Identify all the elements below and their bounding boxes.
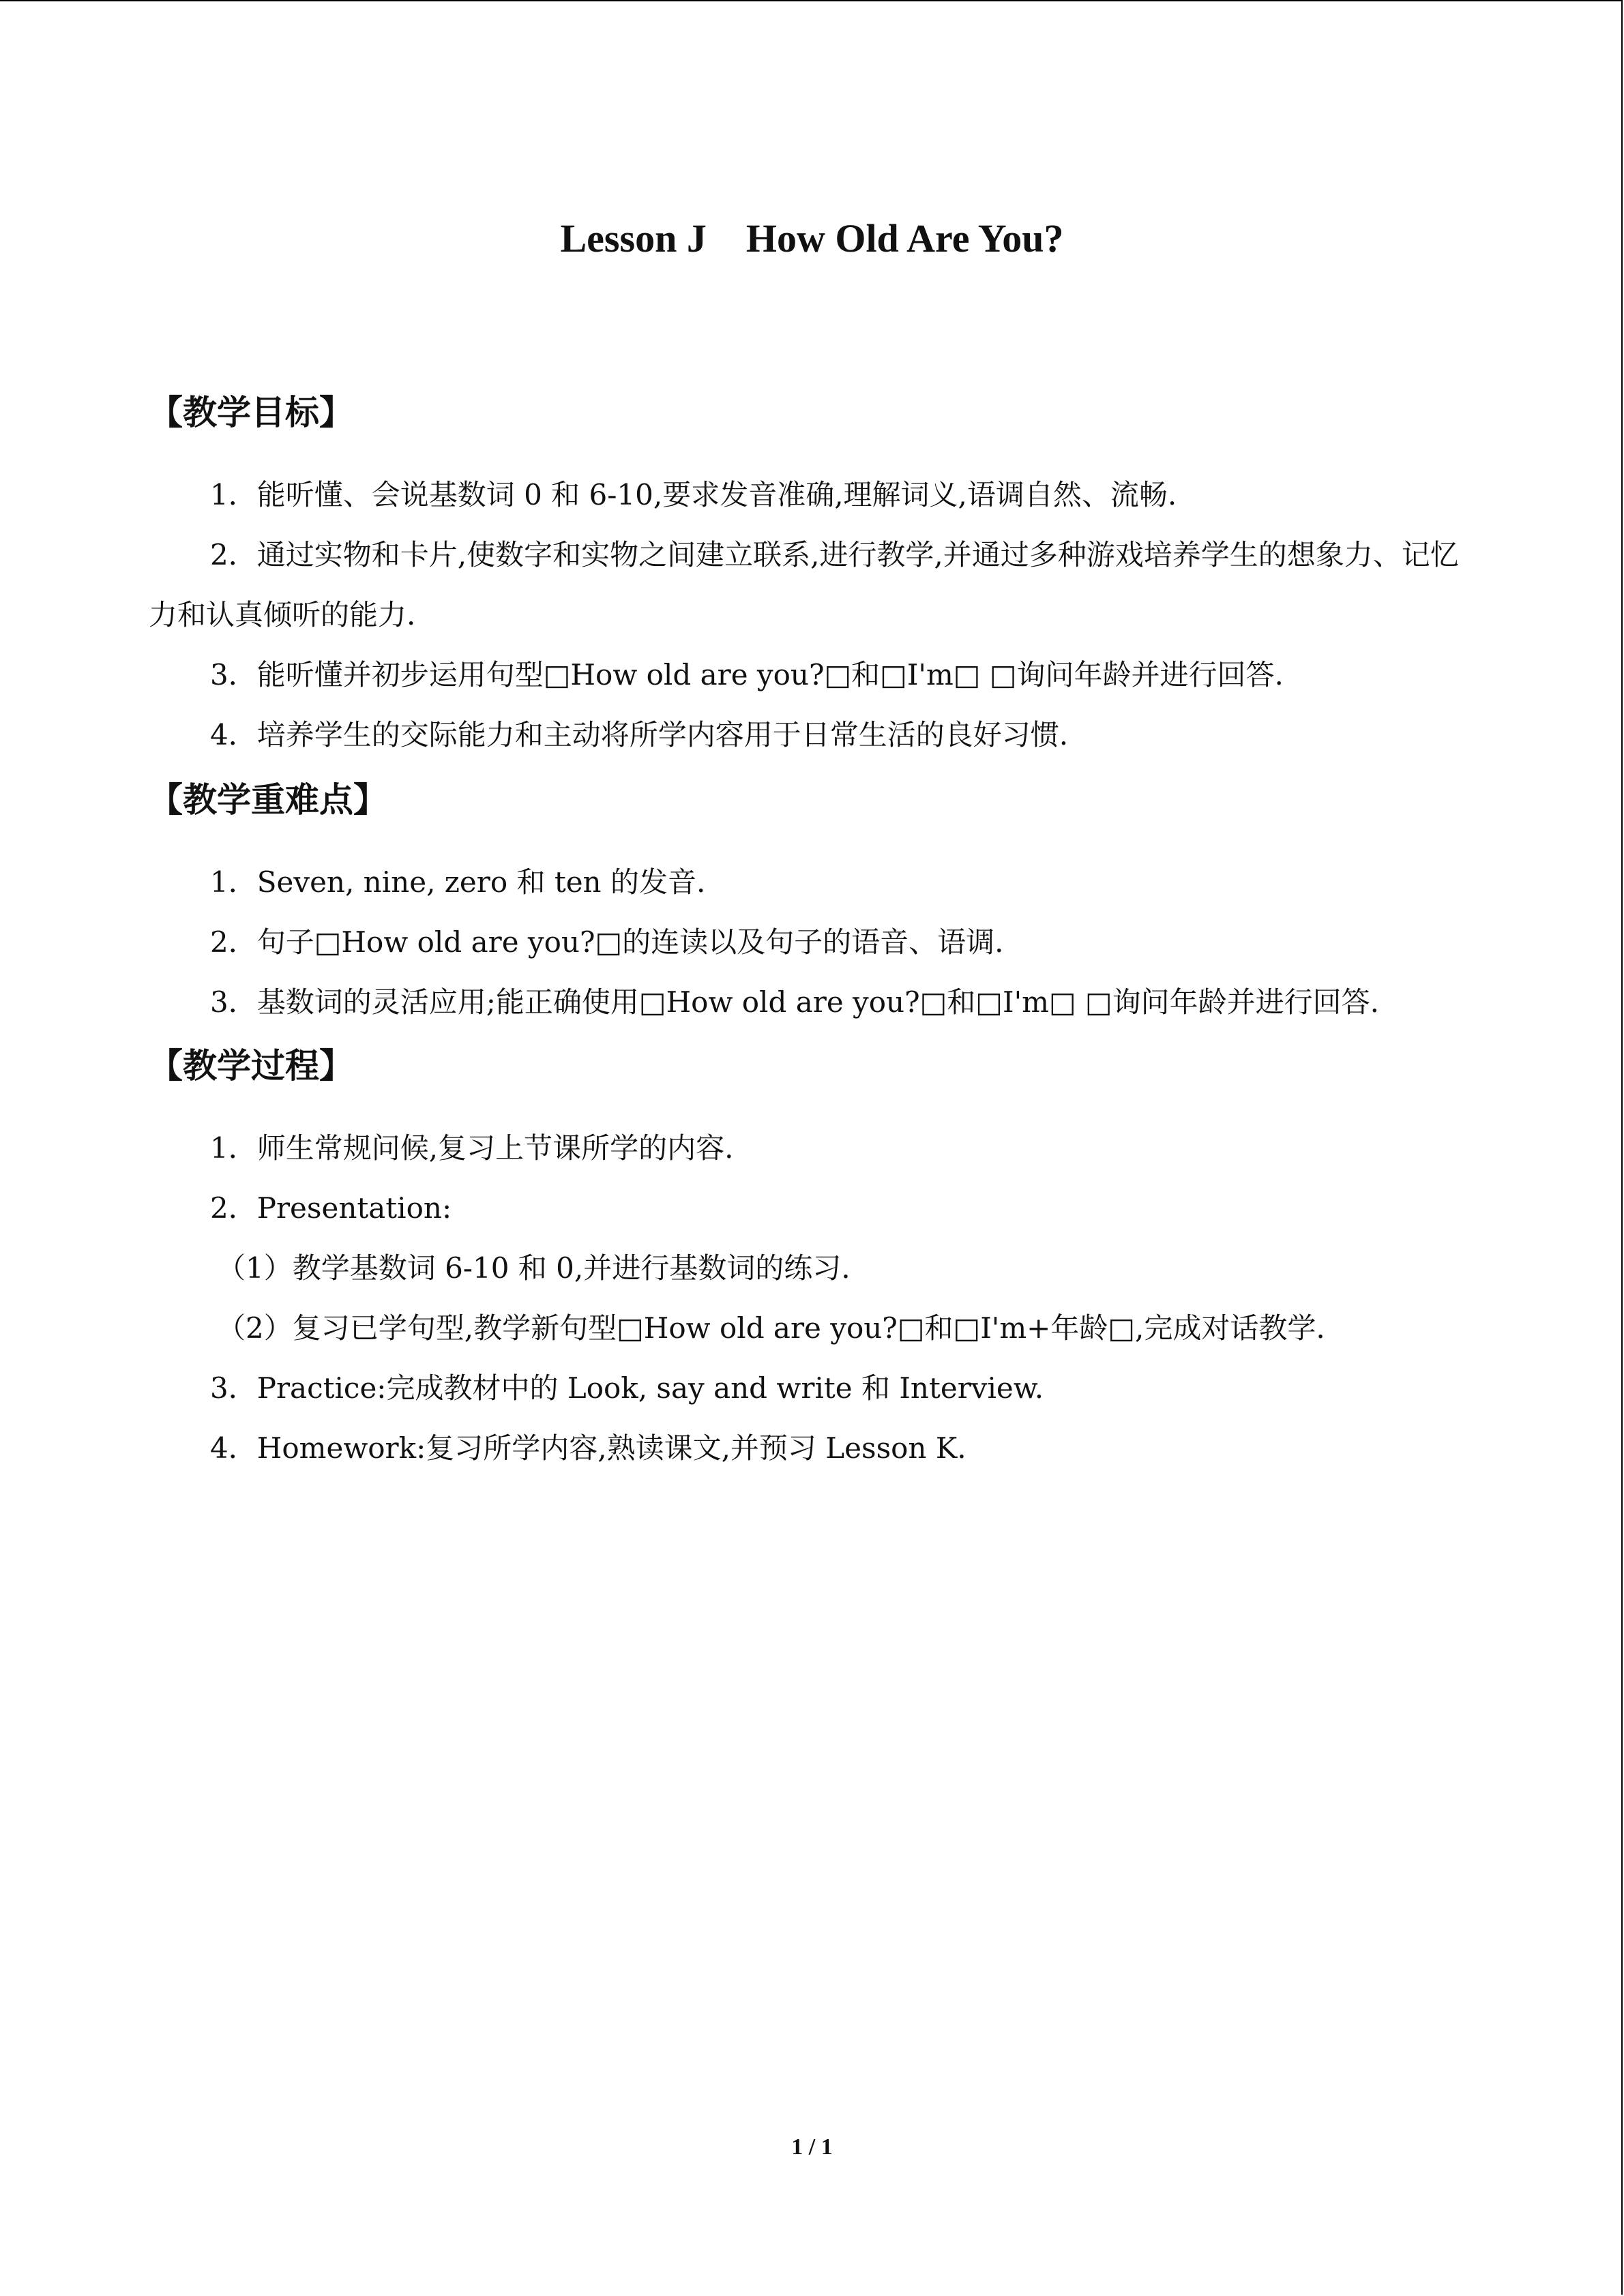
objective-item-3: 3．能听懂并初步运用句型□How old are you?□和□I'm□ □询问年龄并进行回答. [210, 658, 1284, 691]
process-item-1: 1．师生常规问候,复习上节课所学的内容. [210, 1131, 734, 1165]
process-item-3: 3．Practice:完成教材中的 Look, say and write 和 Interview. [210, 1371, 1044, 1405]
section-heading-key-points: 【教学重难点】 [149, 780, 387, 820]
key-point-item-1: 1．Seven, nine, zero 和 ten 的发音. [210, 865, 706, 899]
section-heading-process: 【教学过程】 [149, 1046, 353, 1086]
objective-item-4: 4．培养学生的交际能力和主动将所学内容用于日常生活的良好习惯. [210, 718, 1069, 751]
process-item-2: 2．Presentation: [210, 1191, 452, 1225]
page-number: 1 / 1 [791, 2134, 833, 2160]
document-title: Lesson J How Old Are You? [560, 216, 1064, 260]
objective-item-2: 2．通过实物和卡片,使数字和实物之间建立联系,进行教学,并通过多种游戏培养学生的想象力、记忆力和认真倾听的能力. [149, 538, 1459, 631]
process-subitem-1: （1）教学基数词 6-10 和 0,并进行基数词的练习. [217, 1251, 851, 1285]
key-point-item-2: 2．句子□How old are you?□的连读以及句子的语音、语调. [210, 925, 1004, 959]
objective-item-1: 1．能听懂、会说基数词 0 和 6-10,要求发音准确,理解词义,语调自然、流畅. [210, 478, 1177, 511]
process-subitem-2: （2）复习已学句型,教学新句型□How old are you?□和□I'm+年龄□,完成对话教学. [217, 1311, 1325, 1345]
section-heading-objectives: 【教学目标】 [149, 393, 353, 432]
process-item-4: 4．Homework:复习所学内容,熟读课文,并预习 Lesson K. [210, 1431, 966, 1465]
key-point-item-3: 3．基数词的灵活应用;能正确使用□How old are you?□和□I'm□ □询问年龄并进行回答. [210, 985, 1380, 1019]
